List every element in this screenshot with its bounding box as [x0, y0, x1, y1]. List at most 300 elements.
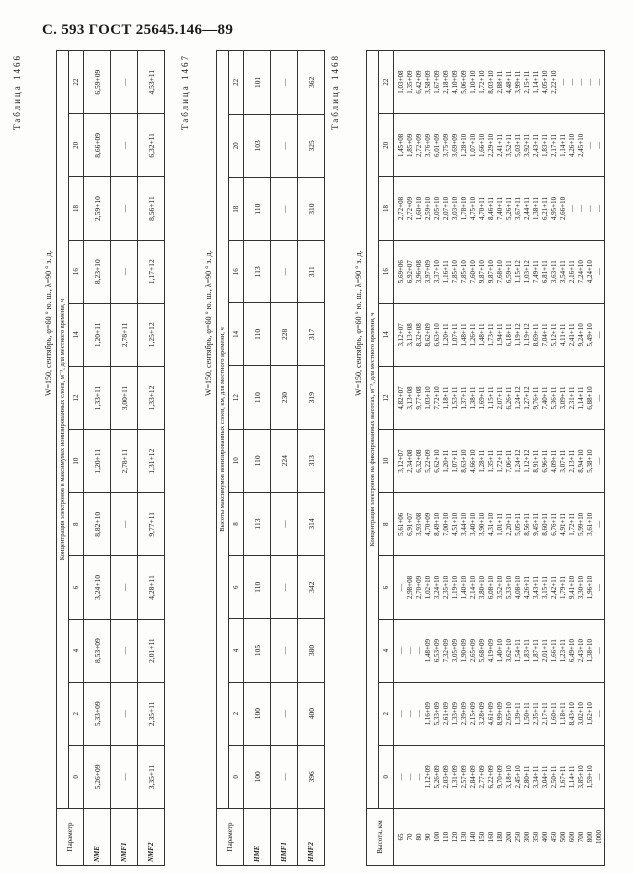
table-cell: 2,20+11 [505, 512, 513, 536]
hour-header-4: 4 [229, 619, 244, 682]
hour-header-0: 0 [229, 745, 244, 808]
table-cell: 230 [271, 366, 298, 429]
table-cell: — [271, 619, 298, 682]
table-cell: 6,81+11 [541, 260, 549, 284]
table-cell: 3,44+10 [460, 512, 468, 536]
table-cell: 5,26+09 [433, 765, 441, 789]
row-label: HME [244, 809, 271, 866]
height-value: 90 [424, 833, 432, 841]
row-label: NMF1 [111, 809, 138, 866]
table-cell: 3,62+10 [505, 639, 513, 663]
table-cell: 1,78+10 [460, 196, 468, 221]
table-cell: — [595, 268, 603, 276]
table-cell: 1,53+11 [451, 386, 459, 410]
table-cell: — [111, 114, 138, 177]
table-row [138, 51, 165, 866]
table-cell: 8,46+11 [487, 197, 495, 220]
table-1468-subtitle: W=150, сентябрь, φ=60 ° ю. ш., λ=90 ° з. д. [354, 250, 363, 396]
table-cell: — [406, 773, 414, 781]
table-cell: 1,40+10 [496, 639, 504, 663]
table-cell: 6,18+11 [505, 323, 513, 347]
table-cell: 8,99+09 [496, 702, 504, 726]
table-cell: 3,54+11 [559, 260, 567, 284]
table-cell: — [415, 647, 423, 655]
table-cell: 2,01+11 [138, 619, 165, 682]
hour-column-20 [394, 114, 605, 177]
table-cell: 2,78+11 [111, 430, 138, 493]
hour-column-12 [394, 366, 605, 429]
hour-column-8 [394, 493, 605, 556]
table-cell: 3,58+09 [424, 70, 432, 94]
table-cell: 3,97+09 [424, 260, 432, 284]
table-cell: 311 [298, 241, 325, 303]
table-cell: 4,95+10 [550, 196, 558, 221]
table-row [298, 51, 325, 866]
table-cell: 3,05+09 [451, 639, 459, 663]
table-cell: 113 [244, 241, 271, 303]
table-cell: 4,48+11 [505, 70, 513, 94]
table-cell: 3,92+11 [523, 133, 531, 157]
table-cell: 2,57+09 [460, 765, 468, 789]
row-label: HMF1 [271, 809, 298, 866]
table-cell: 4,66+10 [469, 449, 477, 473]
table-cell: 8,62+09 [424, 323, 432, 347]
height-value: 300 [523, 831, 531, 843]
table-cell: 7,40+11 [541, 386, 549, 410]
height-value: 130 [460, 831, 468, 843]
table-cell: — [586, 141, 594, 149]
height-value: 120 [451, 831, 459, 843]
hour-header-18: 18 [229, 177, 244, 240]
table-cell: 3,15+11 [541, 575, 549, 599]
table-cell: — [559, 78, 567, 86]
table-cell: 1,01+11 [496, 512, 504, 536]
rotated-page-body [10, 48, 610, 866]
table-1466-subtitle: W=150, сентябрь, φ=60 ° ю. ш., λ=90 ° з. д. [44, 250, 53, 396]
hour-column-16 [394, 240, 605, 303]
height-value: 100 [433, 831, 441, 843]
table-cell: 1,16+11 [442, 260, 450, 284]
table-cell: 1,83+11 [541, 133, 549, 157]
table-cell: 1,73+11 [487, 323, 495, 347]
table-cell: 2,66+10 [559, 196, 567, 221]
table-cell: — [271, 682, 298, 745]
table-cell: 8,43+10 [568, 702, 576, 726]
table-cell: 4,19+09 [487, 639, 495, 663]
table-cell: 3,75+09 [442, 133, 450, 157]
table-cell: 6,76+11 [550, 512, 558, 536]
table-cell: 1,14+11 [577, 386, 585, 410]
param-header: Параметр [217, 809, 244, 866]
table-cell: 6,53+09 [433, 639, 441, 663]
table-cell: 6,92+07 [406, 260, 414, 284]
table-cell: 2,17+11 [541, 702, 549, 726]
table-cell: — [568, 78, 576, 86]
table-cell: — [577, 78, 585, 86]
table-cell: 1,66+11 [550, 639, 558, 663]
table-cell: 396 [298, 745, 325, 808]
table-cell: 9,77+11 [138, 493, 165, 556]
table-cell: 1,14+11 [568, 765, 576, 789]
table-cell: 1,07+11 [451, 449, 459, 473]
hour-header-18: 18 [379, 177, 394, 240]
table-cell: — [595, 583, 603, 591]
table-cell: 1,14+11 [559, 133, 567, 157]
table-cell: 1,19+12 [523, 323, 531, 347]
table-cell: 8,23+10 [84, 240, 111, 303]
table-cell: — [415, 710, 423, 718]
hour-column-18 [394, 177, 605, 240]
table-cell: 1,60+10 [415, 196, 423, 221]
table-cell: 7,68+10 [496, 260, 504, 284]
table-cell: 325 [298, 114, 325, 177]
table-cell: 2,77+09 [478, 765, 486, 789]
table-cell: 3,34+11 [532, 765, 540, 789]
table-cell: 3,52+11 [505, 133, 513, 157]
hour-column-10 [394, 430, 605, 493]
hour-header-4: 4 [379, 619, 394, 682]
table-cell: — [577, 205, 585, 213]
table-cell: 1,45+08 [397, 133, 405, 157]
table-cell: 4,53+11 [138, 51, 165, 114]
hour-column-14 [394, 303, 605, 366]
table-cell: 1,38+11 [469, 386, 477, 410]
table-cell: 5,33+09 [433, 702, 441, 726]
hour-header-6: 6 [379, 556, 394, 619]
table-cell: — [568, 205, 576, 213]
table-cell: 7,72+10 [433, 386, 441, 410]
height-header: Высота, км [367, 809, 394, 866]
table-cell: 110 [244, 366, 271, 429]
table-cell: 3,24+10 [84, 556, 111, 619]
table-cell: 1,85+09 [406, 133, 414, 157]
table-cell: — [406, 710, 414, 718]
table-cell: 2,14+10 [469, 575, 477, 600]
table-cell: 1,38+11 [532, 197, 540, 220]
table-cell: 1,50+11 [523, 702, 531, 726]
table-cell: 1,67+11 [559, 765, 567, 789]
table-cell: — [595, 205, 603, 213]
table-cell: 4,51+10 [451, 512, 459, 536]
table-cell: 7,85+10 [460, 260, 468, 284]
table-cell: 2,98+08 [406, 575, 414, 600]
table-cell: 4,11+11 [559, 323, 567, 347]
table-cell: 8,66+09 [84, 114, 111, 177]
table-cell: 1,72+11 [496, 449, 504, 473]
table-cell: 1,14+11 [532, 70, 540, 94]
height-value: 150 [478, 831, 486, 843]
table-cell: 7,32+09 [442, 639, 450, 663]
table-cell: — [415, 773, 423, 781]
table-cell: 1,18+11 [559, 702, 567, 726]
table-cell: 1,20+11 [442, 323, 450, 347]
table-cell: 1,31+12 [138, 430, 165, 493]
table-cell: 2,59+10 [84, 177, 111, 240]
table-cell: 2,41+11 [496, 133, 504, 157]
table-cell: 5,05+11 [514, 512, 522, 536]
table-cell: 1,24+12 [514, 449, 522, 473]
table-cell: 1,07+11 [451, 323, 459, 347]
table-cell: 1,38+10 [586, 639, 594, 663]
table-cell: 2,16+11 [568, 260, 576, 284]
table-cell: 5,69+06 [397, 260, 405, 284]
table-cell: 2,42+11 [550, 575, 558, 599]
height-value: 250 [514, 831, 522, 843]
table-cell: 4,70+09 [424, 512, 432, 536]
table-cell: 3,02+10 [577, 702, 585, 726]
table-cell: — [397, 647, 405, 655]
table-cell: 6,88+10 [586, 386, 594, 410]
group-header: Концентрация электронов в максимумах ионизированных слоев, м⁻³, для местного времени, ч [57, 51, 69, 809]
table-cell: — [111, 177, 138, 240]
table-cell: 5,68+09 [478, 639, 486, 663]
table-cell: 2,72+09 [415, 133, 423, 157]
table-cell: 3,96+08 [415, 260, 423, 284]
table-cell: 1,03+08 [397, 70, 405, 94]
table-cell: 1,60+11 [550, 702, 558, 726]
table-cell: 1,72+10 [478, 70, 486, 94]
page-header: С. 593 ГОСТ 25645.146—89 [42, 22, 234, 38]
table-cell: 2,72+08 [397, 196, 405, 221]
table-cell: 1,83+11 [523, 639, 531, 663]
height-value: 65 [397, 833, 405, 841]
table-cell: 103 [244, 114, 271, 177]
hour-header-2: 2 [69, 682, 84, 745]
hour-header-20: 20 [379, 114, 394, 177]
table-cell: 1,27+12 [523, 386, 531, 410]
table-cell: 1,23+11 [559, 639, 567, 663]
table-cell: 4,08+10 [514, 575, 522, 600]
table-cell: 1,28+10 [460, 133, 468, 157]
table-cell: 2,17+11 [550, 133, 558, 157]
table-cell: 8,82+10 [84, 493, 111, 556]
table-cell: 7,24+10 [577, 260, 585, 284]
table-cell: 3,67+11 [514, 197, 522, 220]
table-cell: — [595, 520, 603, 528]
table-cell: 6,22+09 [487, 765, 495, 789]
table-cell: — [595, 647, 603, 655]
row-label: NME [84, 809, 111, 866]
table-cell: 1,54+11 [514, 639, 522, 663]
table-cell: 7,60+10 [469, 260, 477, 284]
table-cell: 4,05+10 [541, 70, 549, 94]
table-cell: — [111, 240, 138, 303]
table-cell: 3,52+10 [496, 575, 504, 600]
height-value: 70 [406, 833, 414, 841]
hour-header-0: 0 [379, 745, 394, 808]
table-cell: — [595, 394, 603, 402]
table-cell: 1,12+09 [424, 765, 432, 789]
table-cell: — [397, 773, 405, 781]
table-cell: — [111, 51, 138, 114]
height-value: 400 [541, 831, 549, 843]
table-cell: 1,03+10 [424, 386, 432, 410]
hour-header-16: 16 [69, 240, 84, 303]
height-value: 700 [577, 831, 585, 843]
table-cell: 342 [298, 556, 325, 619]
table-cell: 100 [244, 745, 271, 808]
table-cell: 3,99+11 [514, 70, 522, 94]
table-cell: 3,13+08 [406, 323, 414, 347]
table-cell: — [111, 493, 138, 556]
table-cell: 105 [244, 619, 271, 682]
hour-header-20: 20 [69, 114, 84, 177]
table-cell: 1,90+09 [460, 639, 468, 663]
table-cell: — [271, 556, 298, 619]
table-cell: — [111, 745, 138, 808]
table-cell: 110 [244, 177, 271, 240]
table-cell: — [271, 492, 298, 555]
table-cell: 319 [298, 366, 325, 429]
table-cell: 3,69+09 [451, 133, 459, 157]
hour-header-14: 14 [229, 303, 244, 366]
table-cell: 1,28+11 [478, 449, 486, 473]
table-cell: 4,82+07 [397, 386, 405, 410]
height-value: 160 [487, 831, 495, 843]
table-cell: 9,45+11 [532, 512, 540, 536]
table-cell: 4,70+11 [478, 197, 486, 220]
table-cell: 1,24+12 [514, 386, 522, 410]
table-cell: 2,80+11 [523, 765, 531, 789]
table-cell: 1,37+11 [460, 386, 468, 410]
table-cell: 2,78+11 [111, 303, 138, 366]
table-cell: 2,15+11 [523, 70, 531, 94]
table-cell: 4,26+11 [523, 575, 531, 599]
table-cell: 8,53+09 [84, 619, 111, 682]
table-cell: 6,59+09 [84, 51, 111, 114]
table-cell: 7,85+10 [451, 260, 459, 284]
table-cell: 9,70+09 [496, 765, 504, 789]
table-cell: 9,41+10 [568, 575, 576, 600]
table-cell: 1,35+11 [487, 449, 495, 473]
table-cell: 1,10+10 [469, 70, 477, 94]
table-cell: 5,49+10 [586, 323, 594, 347]
heights-column [394, 809, 605, 866]
table-cell: 400 [298, 682, 325, 745]
table-cell: 9,24+10 [577, 323, 585, 347]
hour-header-6: 6 [69, 556, 84, 619]
table-cell: 3,90+10 [478, 512, 486, 536]
hour-header-14: 14 [379, 303, 394, 366]
table-cell: 8,63+10 [460, 449, 468, 473]
table-cell: 1,59+10 [586, 765, 594, 789]
table-cell: 5,38+10 [586, 449, 594, 473]
table-cell: 2,44+11 [523, 197, 531, 220]
table-cell: 3,85+10 [577, 765, 585, 789]
table-cell: 4,91+11 [559, 512, 567, 536]
table-cell: 2,50+11 [550, 765, 558, 789]
table-cell: 314 [298, 492, 325, 555]
table-cell: 2,22+10 [550, 70, 558, 94]
table-cell: 2,41+11 [568, 323, 576, 347]
hour-header-22: 22 [69, 51, 84, 114]
table-cell: 3,04+11 [541, 765, 549, 789]
height-value: 450 [550, 831, 558, 843]
hour-column-0 [394, 745, 605, 808]
table-cell: — [397, 583, 405, 591]
table-cell: 7,00+10 [442, 512, 450, 536]
table-cell: — [595, 773, 603, 781]
table-cell: 1,19+12 [514, 323, 522, 347]
table-cell: 3,13+08 [406, 386, 414, 410]
table-cell: 1,48+11 [478, 323, 486, 347]
table-cell: 3,28+09 [478, 702, 486, 726]
table-cell: 6,01+09 [433, 133, 441, 157]
table-cell: 1,16+09 [424, 702, 432, 726]
table-cell: — [595, 331, 603, 339]
table-cell: 2,15+09 [469, 702, 477, 726]
table-cell: 2,84+09 [469, 765, 477, 789]
table-cell: 310 [298, 177, 325, 240]
table-cell: 7,04+11 [541, 323, 549, 347]
table-cell: 2,07+10 [442, 196, 450, 221]
hour-header-22: 22 [229, 51, 244, 115]
table-cell: 110 [244, 556, 271, 619]
table-cell: 1,67+09 [433, 70, 441, 94]
height-value: 140 [469, 831, 477, 843]
hour-column-4 [394, 619, 605, 682]
table-cell: 6,26+11 [505, 386, 513, 410]
table-cell: — [111, 682, 138, 745]
table-cell: 8,60+11 [541, 512, 549, 536]
table-cell: 5,26+09 [84, 745, 111, 808]
table-cell: 1,20+11 [84, 430, 111, 493]
table-cell: 2,65+10 [505, 702, 513, 726]
hour-header-12: 12 [229, 366, 244, 429]
table-cell: — [271, 241, 298, 303]
table-cell: 2,34+08 [406, 449, 414, 473]
table-cell: 3,12+07 [397, 323, 405, 347]
hour-header-8: 8 [69, 493, 84, 556]
table-cell: 5,06+09 [460, 70, 468, 94]
table-cell: 2,29+10 [487, 133, 495, 157]
row-label: NMF2 [138, 809, 165, 866]
table-cell: 1,94+11 [496, 323, 504, 347]
table-row [111, 51, 138, 866]
table-cell: 5,22+09 [424, 449, 432, 473]
table-cell: 1,18+11 [442, 386, 450, 410]
table-cell: 101 [244, 51, 271, 115]
height-value: 1000 [595, 830, 603, 844]
table-1466 [56, 50, 165, 866]
param-header: Параметр [57, 809, 84, 866]
table-cell: 6,08+10 [487, 575, 495, 600]
table-cell: 113 [244, 492, 271, 555]
table-cell: 5,99+10 [577, 512, 585, 536]
table-cell: 3,18+10 [505, 765, 513, 789]
table-cell: — [595, 710, 603, 718]
table-cell: — [595, 457, 603, 465]
table-cell: 2,07+11 [496, 386, 504, 410]
table-cell: — [271, 177, 298, 240]
height-value: 180 [496, 831, 504, 843]
table-cell: 6,96+11 [541, 449, 549, 473]
table-cell: 5,36+11 [550, 386, 558, 410]
table-cell: 224 [271, 429, 298, 492]
table-cell: 4,28+11 [138, 556, 165, 619]
table-cell: — [406, 647, 414, 655]
table-cell: — [271, 745, 298, 808]
table-cell: 1,87+11 [532, 639, 540, 663]
table-cell: 8,03+10 [487, 70, 495, 94]
table-cell: 2,45+10 [577, 133, 585, 157]
table-cell: 3,93+08 [415, 512, 423, 536]
table-cell: 1,39+11 [514, 702, 522, 726]
table-cell: 1,07+10 [469, 133, 477, 157]
table-cell: 8,91+11 [532, 449, 540, 473]
table-cell: 3,35+11 [138, 745, 165, 808]
hour-header-14: 14 [69, 303, 84, 366]
